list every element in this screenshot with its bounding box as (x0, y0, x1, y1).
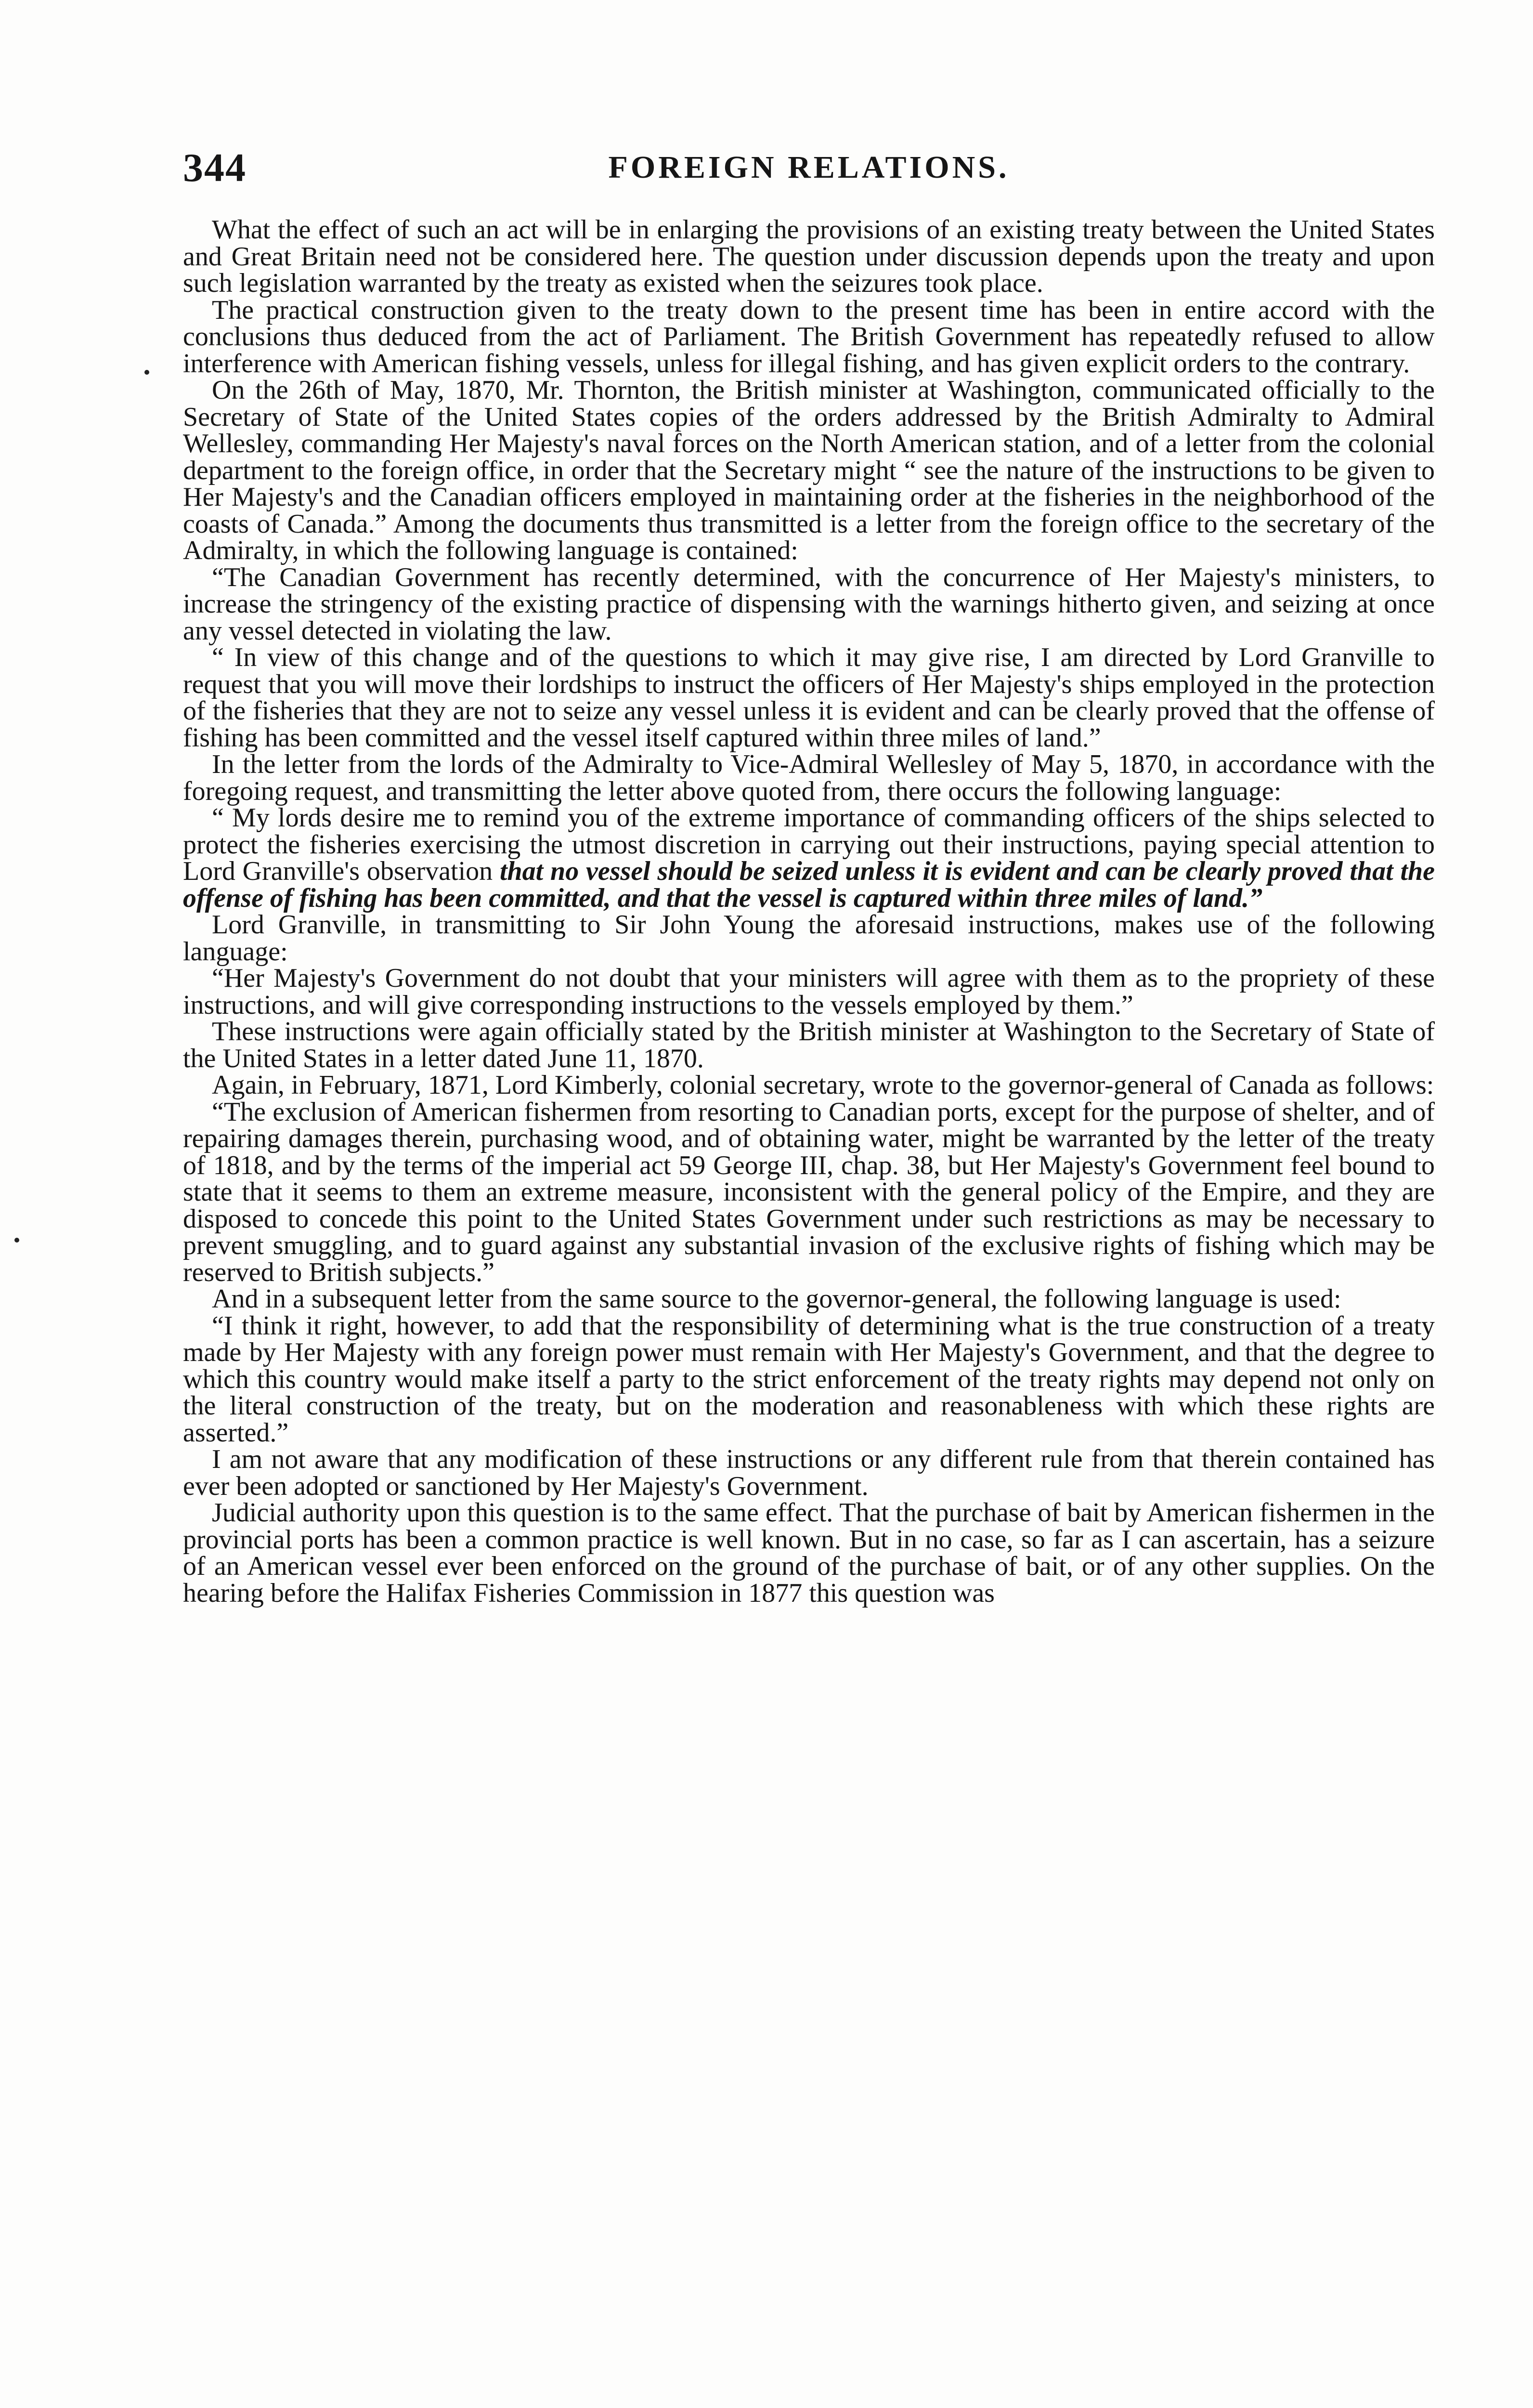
block-quote: “The exclusion of American fishermen from resorting to Canadian ports, except for the purpose of shelter, and of repairing damages therein, purchasing wood, and of obtaining water, might be warranted by the letter of the treaty of 1818, and by the terms of the imperial act 59 George III, chap. 38, but Her Majesty's Government feel bound to state that it seems to them an extreme measure, inconsistent with the general policy of the Empire, and they are disposed to concede this point to the United States Government under such restrictions as may be necessary to prevent smuggling, and to guard against any substantial invasion of the exclusive rights of fishing which may be reserved to British subjects.” (183, 1097, 1435, 1287)
quote-text: “ My lords desire me to remind you of the extreme importance of commanding officers of the ships selected to protect the fisheries exercising the utmost discretion in carrying out their instructions, paying special attention to Lord Granville's observation (183, 803, 1435, 886)
block-quote: “I think it right, however, to add that the responsibility of determining what is the true construction of a treaty made by Her Majesty with any foreign power must remain with Her Majesty's Government, and that the degree to which this country would make itself a party to the strict enforcement of the treaty rights may depend not only on the literal construction of the treaty, but on the moderation and reasonableness with which these rights are asserted.” (183, 1310, 1435, 1448)
block-quote: “ In view of this change and of the questions to which it may give rise, I am directed by Lord Granville to request that you will move their lordships to instruct the officers of Her Majesty's ships employed in the protection of the fisheries that they are not to seize any vessel unless it is evident and can be clearly proved that the offense of fishing has been committed and the vessel itself captured within three miles of land.” (183, 642, 1435, 753)
paragraph: The practical construction given to the treaty down to the present time has been in entire accord with the conclusions thus deduced from the act of Parliament. The British Government has repeatedly refused to allow interference with American fishing vessels, unless for illegal fishing, and has given explicit orders to the contrary. (183, 295, 1435, 379)
paragraph: In the letter from the lords of the Admiralty to Vice-Admiral Wellesley of May 5, 1870, in accordance with the foregoing request, and transmitting the letter above quoted from, there occurs the following language: (183, 749, 1435, 806)
body-text (183, 217, 1435, 1607)
page-header (183, 144, 1435, 202)
paragraph: On the 26th of May, 1870, Mr. Thornton, the British minister at Washington, communicated officially to the Secretary of State of the United States copies of the orders addressed by the British Admiralty to Admiral Wellesley, commanding Her Majesty's naval forces on the North American station, and of a letter from the colonial department to the foreign office, in order that the Secretary might “ see the nature of the instructions to be given to Her Majesty's and the Canadian officers employed in maintaining order at the fisheries in the neighborhood of the coasts of Canada.” Among the documents thus transmitted is a letter from the foreign office to the secretary of the Admiralty, in which the following language is contained: (183, 375, 1435, 565)
paragraph: And in a subsequent letter from the same source to the governor-general, the following language is used: (212, 1284, 1341, 1314)
block-quote: “The Canadian Government has recently determined, with the concurrence of Her Majesty's ministers, to increase the stringency of the existing practice of dispensing with the warnings hitherto given, and seizing at once any vessel detected in violating the law. (183, 562, 1435, 646)
paragraph: Again, in February, 1871, Lord Kimberly, colonial secretary, wrote to the governor-general of Canada as follows: (212, 1070, 1434, 1100)
margin-mark (14, 1238, 19, 1243)
page-number: 344 (183, 145, 247, 190)
paragraph: What the effect of such an act will be in enlarging the provisions of an existing treaty between the United States and Great Britain need not be considered here. The question under discussion depends upon the treaty and upon such legislation warranted by the treaty as existed when the seizures took place. (183, 215, 1435, 298)
paragraph: Lord Granville, in transmitting to Sir John Young the aforesaid instructions, makes use of the following language: (183, 910, 1435, 967)
block-quote (183, 805, 1435, 912)
block-quote: “Her Majesty's Government do not doubt that your ministers will agree with them as to the propriety of these instructions, and will give corresponding instructions to the vessels employed by them.” (183, 963, 1435, 1020)
paragraph: Judicial authority upon this question is to the same effect. That the purchase of bait by American fishermen in the provincial ports has been a common practice is well known. But in no case, so far as I can ascertain, has a seizure of an American vessel ever been enforced on the ground of the purchase of bait, or of any other supplies. On the hearing before the Halifax Fisheries Commission in 1877 this question was (183, 1498, 1435, 1608)
paragraph: I am not aware that any modification of these instructions or any different rule from that therein contained has ever been adopted or sanctioned by Her Majesty's Government. (183, 1444, 1435, 1501)
running-title: FOREIGN RELATIONS. (608, 150, 1010, 185)
paragraph: These instructions were again officially stated by the British minister at Washington to the Secretary of State of the United States in a letter dated June 11, 1870. (183, 1017, 1435, 1073)
margin-mark (144, 370, 149, 375)
emphasized-text: that no vessel should be seized unless it is evident and can be clearly proved that the offense of fishing has been committed, and that the vessel is captured within three miles of land.” (183, 856, 1435, 913)
